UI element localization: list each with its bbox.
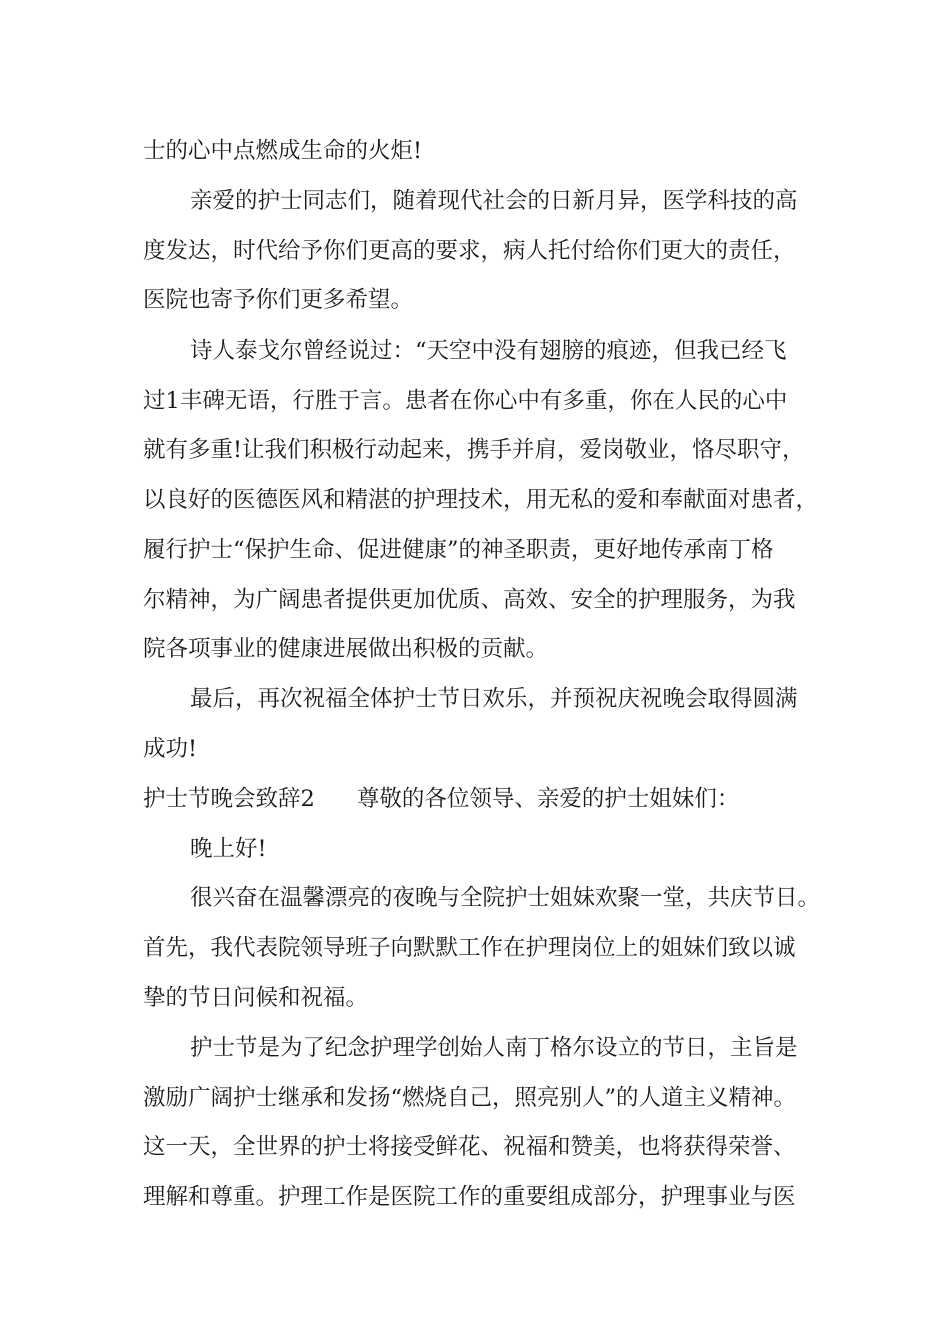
text-line: 这一天，全世界的护士将接受鲜花、祝福和赞美，也将获得荣誉、 <box>143 1134 796 1160</box>
text-line: 尔精神，为广阔患者提供更加优质、高效、安全的护理服务，为我 <box>143 587 796 613</box>
text-line: 以良好的医德医风和精湛的护理技术，用无私的爱和奉献面对患者， <box>143 487 819 513</box>
text-line: 就有多重!让我们积极行动起来，携手并肩，爱岗敬业，恪尽职守， <box>143 437 805 463</box>
text-line: 履行护士“保护生命、促进健康”的神圣职责，更好地传承南丁格 <box>143 537 774 563</box>
text-line: 度发达，时代给予你们更高的要求，病人托付给你们更大的责任， <box>143 238 796 264</box>
text-line: 成功! <box>143 736 198 762</box>
paragraph-first-line: 亲爱的护士同志们，随着现代社会的日新月异，医学科技的高 <box>190 188 798 214</box>
text-line: 激励广阔护士继承和发扬“燃烧自己，照亮别人”的人道主义精神。 <box>143 1085 797 1111</box>
text-line: 士的心中点燃成生命的火炬! <box>143 138 423 164</box>
text-line: 院各项事业的健康进展做出积极的贡献。 <box>143 636 549 662</box>
paragraph-first-line: 护士节是为了纪念护理学创始人南丁格尔设立的节日，主旨是 <box>190 1035 798 1061</box>
paragraph-first-line: 最后，再次祝福全体护士节日欢乐，并预祝庆祝晚会取得圆满 <box>190 686 798 712</box>
text-line: 医院也寄予你们更多希望。 <box>143 287 414 313</box>
section-heading <box>143 784 739 814</box>
paragraph-first-line: 诗人泰戈尔曾经说过：“天空中没有翅膀的痕迹，但我已经飞 <box>190 338 787 364</box>
paragraph-first-line: 很兴奋在温馨漂亮的夜晚与全院护士姐妹欢聚一堂，共庆节日。 <box>190 885 821 911</box>
greeting-line: 晚上好! <box>190 836 267 862</box>
section-title: 护士节晚会致辞2 <box>143 786 315 812</box>
text-line: 过1丰碑无语，行胜于言。患者在你心中有多重，你在人民的心中 <box>143 388 788 414</box>
salutation: 尊敬的各位领导、亲爱的护士姐妹们： <box>356 786 740 812</box>
text-line: 理解和尊重。护理工作是医院工作的重要组成部分，护理事业与医 <box>143 1184 796 1210</box>
text-line: 首先，我代表院领导班子向默默工作在护理岗位上的姐妹们致以诚 <box>143 935 796 961</box>
text-line: 挚的节日问候和祝福。 <box>143 985 369 1011</box>
